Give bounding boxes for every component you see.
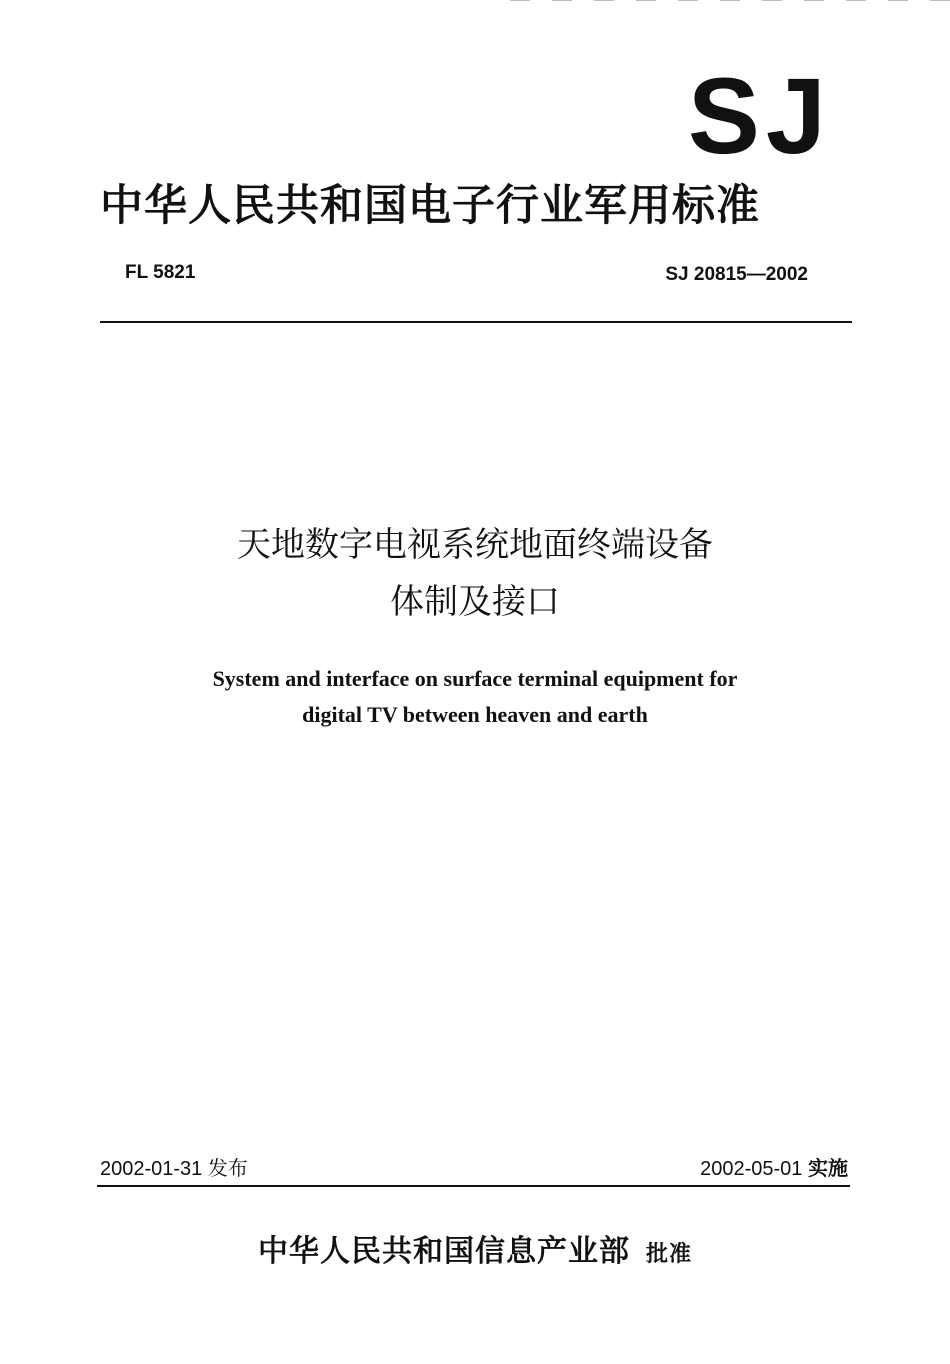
issue-date: 2002-01-31 xyxy=(100,1158,203,1180)
implement-date-block xyxy=(600,1152,848,1181)
approve-label: 批准 xyxy=(645,1242,692,1267)
document-title-cn-line2: 体制及接口 xyxy=(390,582,560,622)
implement-label: 实施 xyxy=(808,1158,848,1180)
issuing-authority xyxy=(0,1226,950,1270)
header-divider xyxy=(100,321,852,323)
standard-number: SJ 20815—2002 xyxy=(665,264,808,285)
sj-logo: SJ xyxy=(687,55,832,176)
issue-date-block xyxy=(100,1152,248,1181)
footer-divider xyxy=(97,1185,850,1187)
document-title-en-line2: digital TV between heaven and earth xyxy=(302,702,648,727)
implement-date: 2002-05-01 xyxy=(700,1158,803,1180)
issue-label: 发布 xyxy=(207,1158,248,1180)
document-title-en-line1: System and interface on surface terminal equipment for xyxy=(212,666,738,691)
scan-edge-marks xyxy=(450,0,950,2)
classification-code: FL 5821 xyxy=(125,262,196,283)
standard-category-title: 中华人民共和国电子行业军用标准 xyxy=(100,181,760,231)
document-title-cn-line1: 天地数字电视系统地面终端设备 xyxy=(237,525,713,565)
issuer-name: 中华人民共和国信息产业部 xyxy=(257,1234,630,1269)
